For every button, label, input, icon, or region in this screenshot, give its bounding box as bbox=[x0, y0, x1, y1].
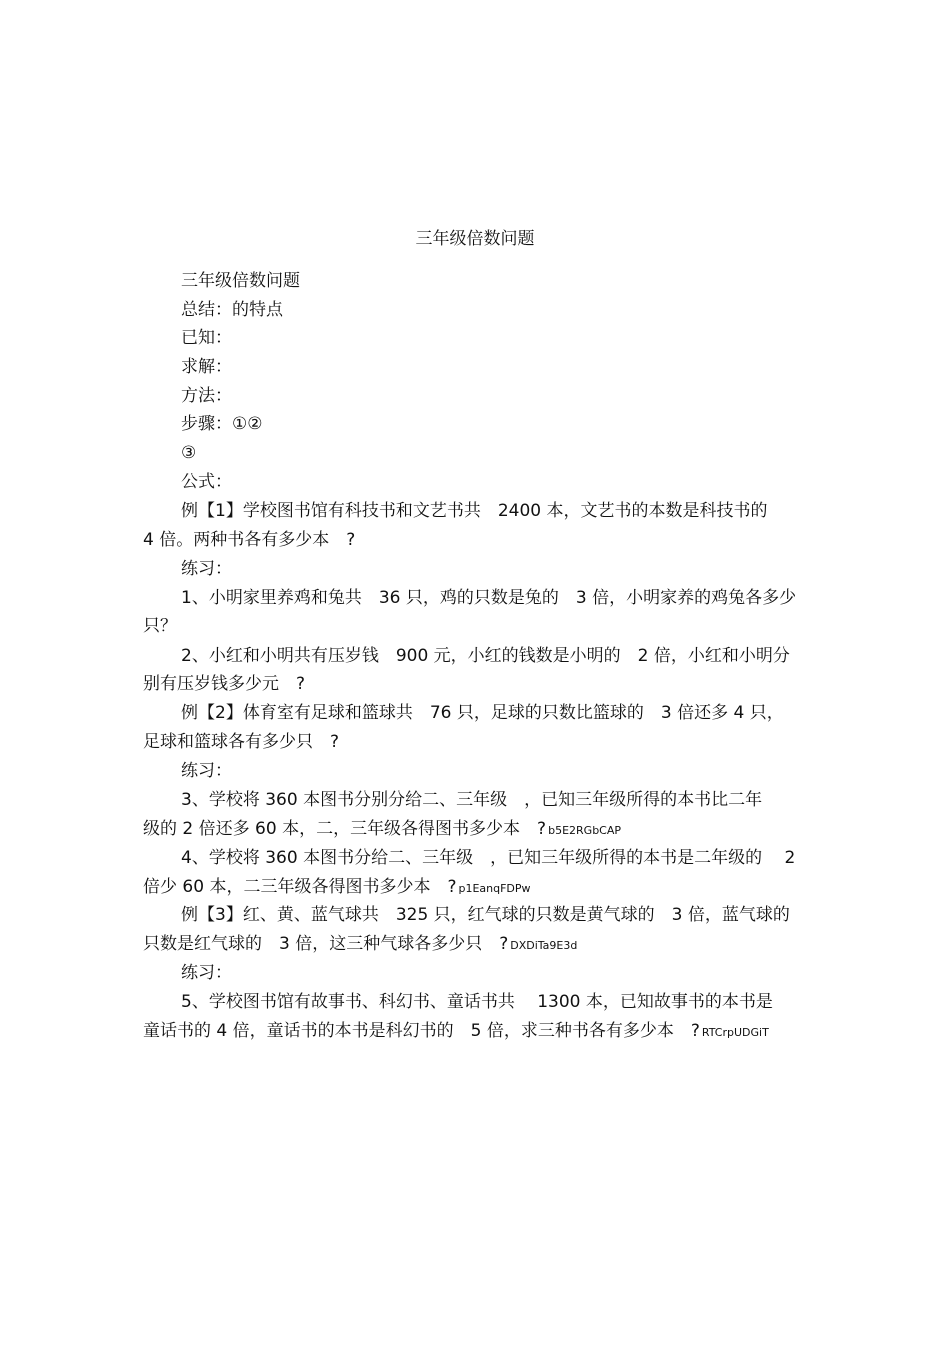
q2-line1: 2、小红和小明共有压岁钱 900 元，小红的钱数是小明的 2 倍，小红和小明分 bbox=[181, 646, 790, 666]
q3-line1: 3、学校将 360 本图书分别分给二、三年级 ，已知三年级所得的本书比二年 bbox=[181, 790, 763, 810]
step3-line: ③ bbox=[181, 443, 197, 463]
practice-label: 练习： bbox=[181, 761, 232, 781]
q4-text: 倍少 60 本，二三年级各得图书多少本 ? bbox=[143, 877, 457, 897]
q1-line2: 只？ bbox=[143, 616, 177, 636]
q5-code: RTCrpUDGiT bbox=[701, 1026, 769, 1039]
example1-line2: 4 倍。两种书各有多少本 ? bbox=[143, 530, 356, 550]
q3-line2 bbox=[143, 818, 621, 842]
q2-line2: 别有压岁钱多少元 ? bbox=[143, 674, 306, 694]
solve-line: 求解： bbox=[181, 357, 232, 377]
method-line: 方法： bbox=[181, 386, 232, 406]
q1-line1: 1、小明家里养鸡和兔共 36 只，鸡的只数是兔的 3 倍，小明家养的鸡兔各多少 bbox=[181, 588, 797, 608]
formula-line: 公式： bbox=[181, 472, 232, 492]
example3-line2 bbox=[143, 933, 577, 957]
section-heading: 三年级倍数问题 bbox=[181, 271, 300, 291]
example3-code: DXDiTa9E3d bbox=[510, 939, 578, 952]
q3-code: b5E2RGbCAP bbox=[548, 824, 622, 837]
q5-line1: 5、学校图书馆有故事书、科幻书、童话书共 1300 本，已知故事书的本书是 bbox=[181, 992, 773, 1012]
q3-text: 级的 2 倍还多 60 本，二，三年级各得图书多少本 ? bbox=[143, 819, 547, 839]
steps-line: 步骤：①② bbox=[181, 414, 263, 434]
example3-text: 只数是红气球的 3 倍，这三种气球各多少只 ? bbox=[143, 934, 509, 954]
q4-line1: 4、学校将 360 本图书分给二、三年级 ，已知三年级所得的本书是二年级的 2 bbox=[181, 848, 796, 868]
q4-code: p1EanqFDPw bbox=[458, 882, 531, 895]
q5-text: 童话书的 4 倍，童话书的本书是科幻书的 5 倍，求三种书各有多少本 ? bbox=[143, 1021, 700, 1041]
example2-line1: 例【2】体育室有足球和篮球共 76 只，足球的只数比篮球的 3 倍还多 4 只， bbox=[181, 703, 784, 723]
q5-line2 bbox=[143, 1020, 769, 1044]
known-line: 已知： bbox=[181, 328, 232, 348]
page-title: 三年级倍数问题 bbox=[415, 229, 535, 249]
q4-line2 bbox=[143, 876, 531, 900]
example3-line1: 例【3】红、黄、蓝气球共 325 只，红气球的只数是黄气球的 3 倍，蓝气球的 bbox=[181, 905, 790, 925]
example1-line1: 例【1】学校图书馆有科技书和文艺书共 2400 本，文艺书的本数是科技书的 bbox=[181, 501, 768, 521]
summary-line: 总结：的特点 bbox=[181, 300, 283, 320]
practice-label: 练习： bbox=[181, 559, 232, 579]
practice-label: 练习： bbox=[181, 963, 232, 983]
example2-line2: 足球和篮球各有多少只 ? bbox=[143, 732, 340, 752]
